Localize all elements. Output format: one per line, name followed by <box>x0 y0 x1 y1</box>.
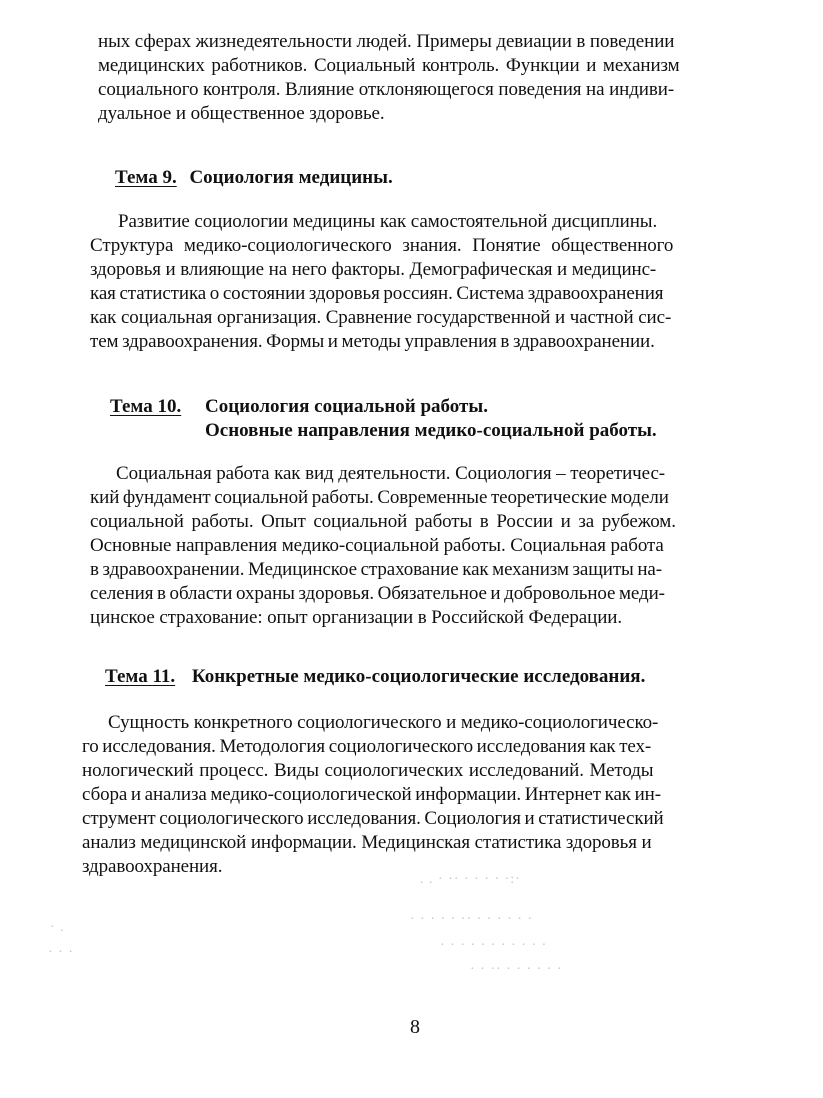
topic-11-heading <box>105 665 645 689</box>
topic-10-line: селения в области охраны здоровья. Обязательное и добровольное меди- <box>90 583 665 604</box>
topic-11-line: анализ медицинской информации. Медицинская статистика здоровья и <box>82 832 652 853</box>
intro-line: социального контроля. Влияние отклоняющегося поведения на индиви- <box>98 79 675 100</box>
intro-line: ных сферах жизнедеятельности людей. Примеры девиации в поведении <box>98 31 675 52</box>
topic-11-number: Тема 11. <box>105 666 176 687</box>
topic-9-line: здоровья и влияющие на него факторы. Демографическая и медицинс- <box>90 259 657 280</box>
topic-10-title-line: Основные направления медико-социальной работы. <box>205 420 657 441</box>
topic-11-line: го исследования. Методология социологического исследования как тех- <box>82 736 652 757</box>
intro-paragraph <box>98 30 778 126</box>
topic-9-heading <box>115 166 393 190</box>
scan-noise: . . · ·· · · · · ·:· <box>420 872 521 887</box>
scan-noise: · · · · · · · · · · · <box>440 938 548 953</box>
topic-9-line: кая статистика о состоянии здоровья россиян. Система здравоохранения <box>90 283 664 304</box>
topic-10-line: Социальная работа как вид деятельности. Социология – теоретичес- <box>116 463 665 484</box>
topic-11-line: здравоохранения. <box>82 856 223 877</box>
intro-line: медицинских работников. Социальный контроль. Функции и механизм <box>98 55 680 76</box>
topic-10-line: социальной работы. Опыт социальной работы в России и за рубежом. <box>90 511 676 532</box>
topic-10-line: кий фундамент социальной работы. Современные теоретические модели <box>90 487 669 508</box>
topic-11-title: Конкретные медико-социологические исследования. <box>191 666 646 687</box>
topic-11-line: Сущность конкретного социологического и медико-социологическо- <box>108 712 659 733</box>
topic-10-number: Тема 10. <box>110 396 182 417</box>
page-number: 8 <box>410 1016 420 1038</box>
intro-line: дуальное и общественное здоровье. <box>98 103 385 124</box>
topic-9-line: как социальная организация. Сравнение государственной и частной сис- <box>90 307 672 328</box>
topic-10-title <box>205 395 657 443</box>
topic-9-line: Структура медико-социологического знания. Понятие общественного <box>90 235 674 256</box>
topic-11-line: струмент социологического исследования. Социология и статистический <box>82 808 664 829</box>
topic-9-title: Социология медицины. <box>189 167 393 188</box>
topic-10-title-line: Социология социальной работы. <box>205 396 488 417</box>
topic-11-line: нологический процесс. Виды социологических исследований. Методы <box>82 760 654 781</box>
topic-11-body <box>82 711 772 879</box>
topic-10-line: Основные направления медико-социальной работы. Социальная работа <box>90 535 664 556</box>
topic-10-line: в здравоохранении. Медицинское страхование как механизм защиты на- <box>90 559 662 580</box>
topic-11-line: сбора и анализа медико-социологической информации. Интернет как ин- <box>82 784 661 805</box>
topic-9-line: тем здравоохранения. Формы и методы управления в здравоохранении. <box>90 331 655 352</box>
scan-noise: · · ·· · · · · · · <box>470 962 563 977</box>
topic-9-number: Тема 9. <box>115 167 177 188</box>
scan-noise: · . <box>50 920 65 935</box>
topic-10-heading <box>110 395 181 419</box>
topic-9-body <box>90 210 770 354</box>
scan-noise: · · · · · ·· · · · · · · <box>410 912 534 927</box>
topic-10-body <box>90 462 770 630</box>
scan-noise: · · · <box>48 945 74 960</box>
topic-9-line: Развитие социологии медицины как самостоятельной дисциплины. <box>118 211 658 232</box>
topic-10-line: цинское страхование: опыт организации в Российской Федерации. <box>90 607 622 628</box>
